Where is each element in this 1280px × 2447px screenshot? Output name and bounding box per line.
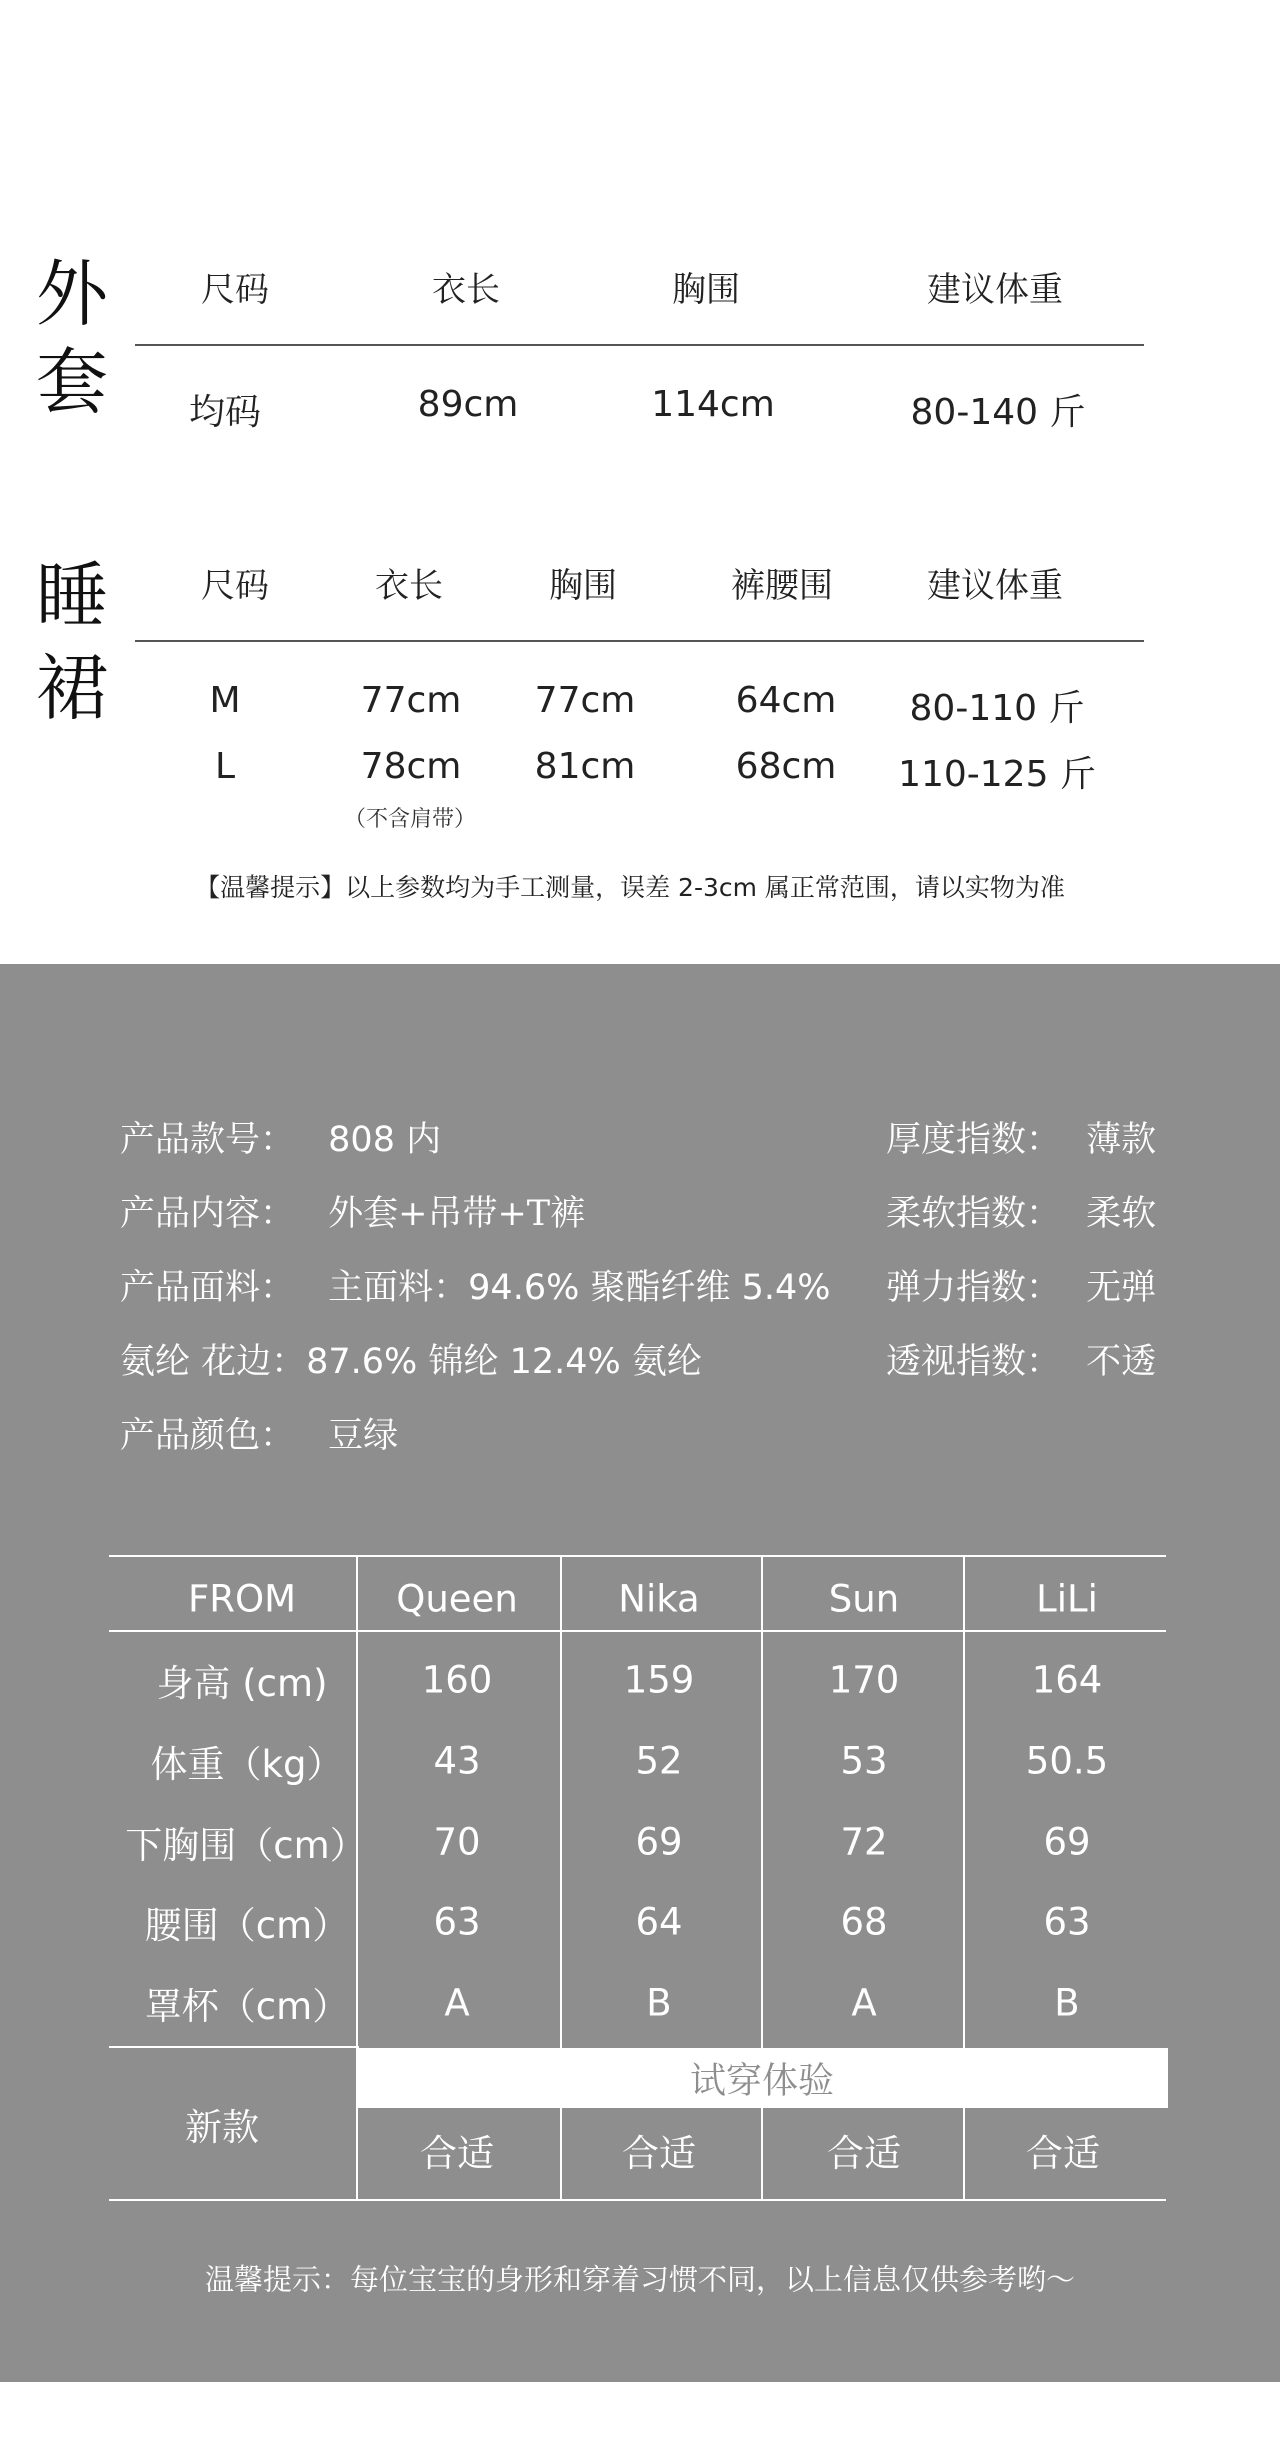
dress-divider (135, 640, 1144, 642)
dress-m-weight: 80-110 斤 (909, 688, 1085, 729)
fit-table-vline-3b (761, 2108, 763, 2201)
dress-header-weight: 建议体重 (927, 566, 1063, 606)
fit-table-bottom-rule (109, 2199, 1166, 2201)
dress-header-bust: 胸围 (549, 566, 617, 606)
fit-table-header-rule (109, 1630, 1166, 1632)
spec-fabric-label: 产品面料： (120, 1268, 296, 1308)
fit-cell: 69 (635, 1820, 683, 1864)
fit-cell: 52 (635, 1739, 683, 1783)
dress-side-char-2: 裙 (36, 646, 109, 730)
trial-result-queen: 合适 (420, 2132, 494, 2175)
fit-cell: 43 (433, 1739, 481, 1783)
fit-cell: 63 (433, 1900, 481, 1944)
trial-label: 试穿体验 (689, 2060, 835, 2102)
fit-cell: 69 (1043, 1820, 1091, 1864)
fit-cell: 70 (433, 1820, 481, 1864)
fit-header-nika: Nika (618, 1577, 700, 1621)
fit-cell: 164 (1031, 1658, 1103, 1702)
coat-side-char-2: 套 (36, 340, 109, 424)
spec-color-value: 豆绿 (328, 1416, 399, 1456)
coat-cell-size: 均码 (188, 392, 262, 433)
spec-contents (120, 1186, 585, 1236)
dress-m-size: M (209, 680, 241, 721)
fit-row-label: 下胸围（cm） (125, 1824, 367, 1867)
spec-model (120, 1112, 441, 1162)
dress-header-length: 衣长 (375, 566, 443, 606)
spec-elasticity-value: 无弹 (1086, 1268, 1157, 1308)
spec-softness-label: 柔软指数： (886, 1194, 1062, 1234)
fit-cell: 68 (840, 1900, 888, 1944)
dress-m-length: 77cm (360, 680, 462, 721)
spec-elasticity (886, 1260, 1156, 1310)
spec-model-value: 808 内 (328, 1120, 442, 1160)
spec-color-label: 产品颜色： (120, 1416, 296, 1456)
coat-header-length: 衣长 (432, 270, 500, 310)
dress-side-char-1: 睡 (36, 554, 109, 638)
spec-contents-value: 外套+吊带+T裤 (328, 1194, 586, 1234)
fit-cell: A (444, 1981, 470, 2025)
spec-thickness-label: 厚度指数： (886, 1120, 1062, 1160)
fit-cell: 160 (421, 1658, 493, 1702)
coat-side-char-1: 外 (36, 252, 109, 336)
fit-table-vline-4b (963, 2108, 965, 2201)
spec-thickness (886, 1112, 1156, 1162)
fit-table-vline-3 (761, 1555, 763, 2048)
spec-transparency-label: 透视指数： (886, 1342, 1062, 1382)
new-item-label: 新款 (185, 2106, 259, 2149)
coat-cell-weight: 80-140 斤 (910, 392, 1086, 433)
coat-divider (135, 344, 1144, 346)
fit-table-top-rule (109, 1555, 1166, 1557)
fit-table-vline-4 (963, 1555, 965, 2048)
measure-tip: 【温馨提示】以上参数均为手工测量，误差 2-3cm 属正常范围，请以实物为准 (195, 873, 1065, 902)
fit-cell: A (851, 1981, 877, 2025)
dress-m-waist: 64cm (735, 680, 837, 721)
coat-cell-length: 89cm (417, 384, 519, 425)
fit-cell: 64 (635, 1900, 683, 1944)
spec-fabric-cont-value: 氨纶 花边：87.6% 锦纶 12.4% 氨纶 (120, 1342, 702, 1382)
fit-table-vline-2 (560, 1555, 562, 2048)
spec-softness-value: 柔软 (1086, 1194, 1157, 1234)
trial-result-sun: 合适 (827, 2132, 901, 2175)
spec-elasticity-label: 弹力指数： (886, 1268, 1062, 1308)
spec-color (120, 1408, 398, 1458)
fit-row-label: 腰围（cm） (144, 1904, 350, 1947)
shoulder-strap-note: （不含肩带） (343, 807, 477, 832)
fit-cell: 170 (828, 1658, 900, 1702)
spec-softness (886, 1186, 1156, 1236)
spec-model-label: 产品款号： (120, 1120, 296, 1160)
fit-header-from: FROM (187, 1577, 297, 1621)
dress-m-bust: 77cm (534, 680, 636, 721)
dress-header-waist: 裤腰围 (731, 566, 833, 606)
fit-header-lili: LiLi (1036, 1577, 1098, 1621)
fit-cell: 159 (623, 1658, 695, 1702)
spec-fabric-value: 主面料：94.6% 聚酯纤维 5.4% (328, 1268, 831, 1308)
dress-l-size: L (214, 746, 236, 787)
spec-transparency-value: 不透 (1086, 1342, 1157, 1382)
coat-header-weight: 建议体重 (927, 270, 1063, 310)
fit-cell: B (646, 1981, 672, 2025)
fit-table-vline-2b (560, 2108, 562, 2201)
fit-cell: B (1054, 1981, 1080, 2025)
fit-cell: 63 (1043, 1900, 1091, 1944)
dress-l-weight: 110-125 斤 (898, 754, 1096, 795)
spec-fabric (120, 1260, 831, 1310)
fit-row-label: 体重（kg） (150, 1743, 344, 1786)
fit-row-label: 罩杯（cm） (144, 1985, 350, 2028)
fit-cell: 50.5 (1025, 1739, 1109, 1783)
trial-result-lili: 合适 (1026, 2132, 1100, 2175)
coat-header-bust: 胸围 (672, 270, 740, 310)
bottom-tip: 温馨提示：每位宝宝的身形和穿着习惯不同，以上信息仅供参考哟～ (204, 2262, 1076, 2297)
dress-l-waist: 68cm (735, 746, 837, 787)
spec-fabric-cont (120, 1334, 702, 1384)
dress-l-length: 78cm (360, 746, 462, 787)
spec-transparency (886, 1334, 1156, 1384)
fit-cell: 53 (840, 1739, 888, 1783)
coat-cell-bust: 114cm (651, 384, 775, 425)
spec-thickness-value: 薄款 (1086, 1120, 1157, 1160)
dress-l-bust: 81cm (534, 746, 636, 787)
fit-row-label: 身高 (cm) (156, 1662, 328, 1705)
fit-header-sun: Sun (828, 1577, 900, 1621)
fit-header-queen: Queen (396, 1577, 518, 1621)
trial-result-nika: 合适 (622, 2132, 696, 2175)
coat-header-size: 尺码 (201, 270, 269, 310)
fit-cell: 72 (840, 1820, 888, 1864)
fit-table-mid-rule (109, 2046, 359, 2048)
dress-header-size: 尺码 (201, 566, 269, 606)
spec-contents-label: 产品内容： (120, 1194, 296, 1234)
